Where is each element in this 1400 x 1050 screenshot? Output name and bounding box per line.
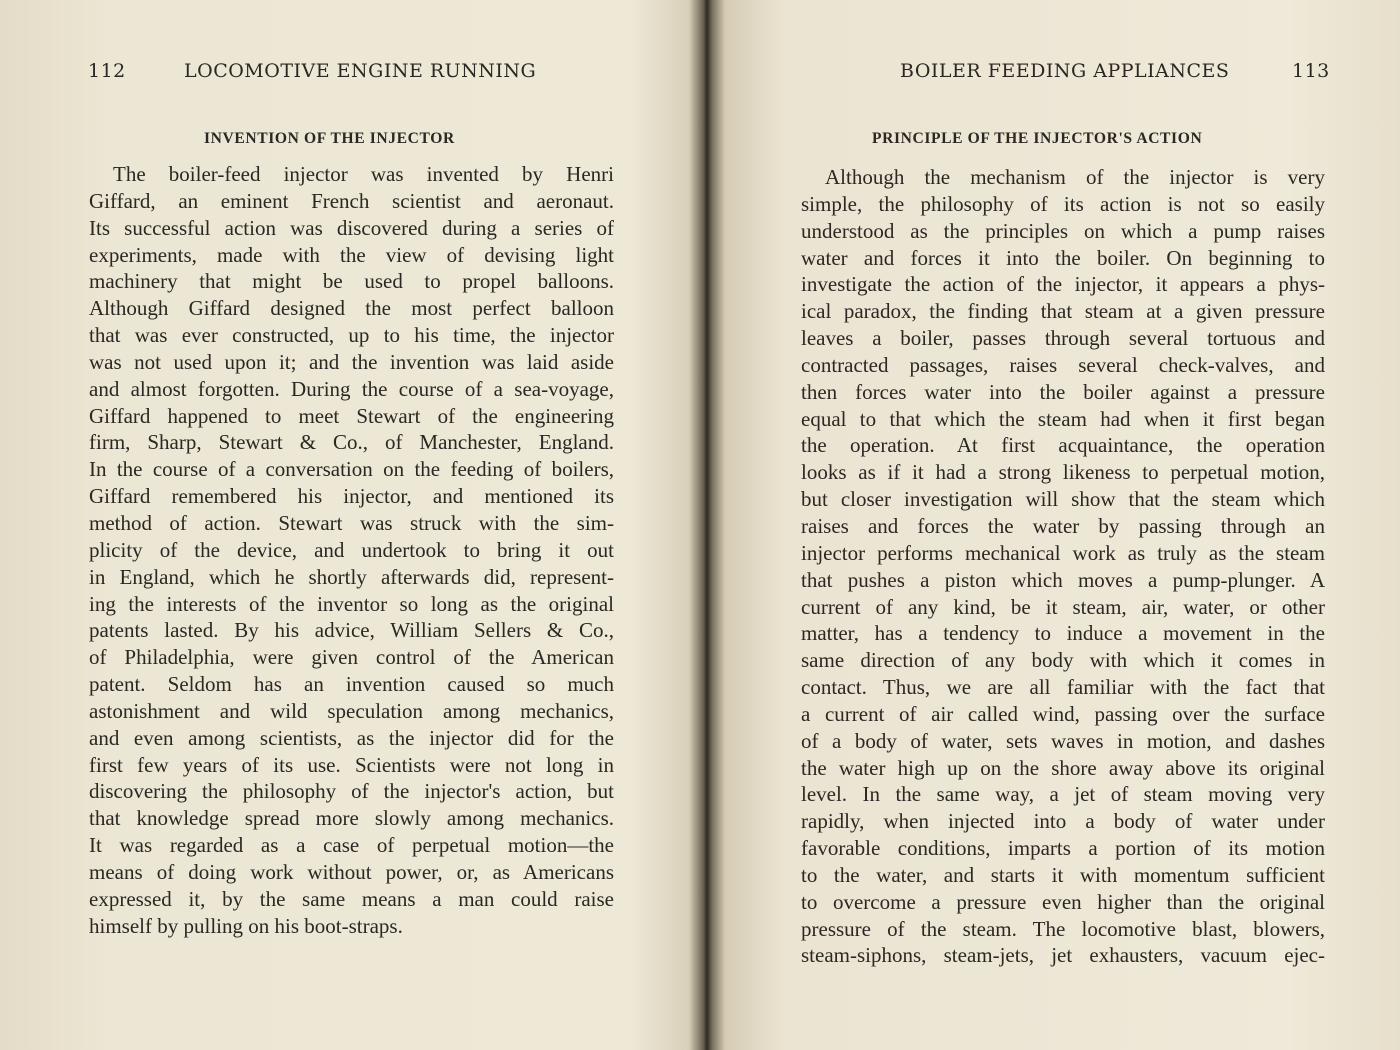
text-line: Although the mechanism of the injector is very (825, 165, 1325, 189)
body-text (801, 164, 1325, 969)
text-line: of Philadelphia, were given control of the American (89, 645, 614, 670)
left-page (0, 0, 690, 1050)
text-line: same direction of any body with which it comes in (801, 648, 1325, 673)
running-title: BOILER FEEDING APPLIANCES (900, 60, 1230, 82)
text-line: Although Giffard designed the most perfect balloon (89, 296, 614, 321)
text-line: level. In the same way, a jet of steam moving very (801, 782, 1325, 807)
text-line: looks as if it had a strong likeness to perpetual motion, (801, 460, 1325, 485)
section-title: PRINCIPLE OF THE INJECTOR'S ACTION (872, 130, 1203, 147)
text-line: plicity of the device, and undertook to bring it out (89, 537, 614, 562)
page-number: 113 (1292, 60, 1330, 82)
text-line: and even among scientists, as the injector did for the (89, 725, 614, 750)
text-line: expressed it, by the same means a man could raise (89, 886, 614, 911)
text-line: equal to that which the steam had when it first began (801, 406, 1325, 431)
text-line: water and forces it into the boiler. On beginning to (801, 245, 1325, 270)
body-text (89, 161, 614, 939)
text-line: to overcome a pressure even higher than the original (801, 889, 1325, 914)
text-line: Giffard remembered his injector, and mentioned its (89, 484, 614, 509)
page-number: 112 (88, 60, 126, 82)
text-line: The boiler-feed injector was invented by Henri (113, 162, 614, 186)
text-line: leaves a boiler, passes through several tortuous and (801, 326, 1325, 351)
text-line: contact. Thus, we are all familiar with the fact that (801, 675, 1325, 700)
text-line: It was regarded as a case of perpetual motion—the (89, 833, 614, 858)
text-line: and almost forgotten. During the course of a sea-voyage, (89, 376, 614, 401)
text-line: discovering the philosophy of the injector's action, but (89, 779, 614, 804)
text-line: experiments, made with the view of devising light (89, 242, 614, 267)
text-line: the water high up on the shore away above its original (801, 755, 1325, 780)
running-title: LOCOMOTIVE ENGINE RUNNING (184, 60, 537, 82)
text-line: firm, Sharp, Stewart & Co., of Manchester, England. (89, 430, 614, 455)
text-line: current of any kind, be it steam, air, water, or other (801, 594, 1325, 619)
text-line: Its successful action was discovered during a series of (89, 215, 614, 240)
text-line: but closer investigation will show that the steam which (801, 487, 1325, 512)
text-line: that was ever constructed, up to his time, the injector (89, 323, 614, 348)
text-line: ing the interests of the inventor so long as the original (89, 591, 614, 616)
text-line: Giffard happened to meet Stewart of the engineering (89, 403, 614, 428)
section-title: INVENTION OF THE INJECTOR (204, 130, 455, 147)
text-line: that pushes a piston which moves a pump-plunger. A (801, 567, 1325, 592)
text-line: astonishment and wild speculation among mechanics, (89, 698, 614, 723)
text-line: Giffard, an eminent French scientist and aeronaut. (89, 188, 614, 213)
text-line: simple, the philosophy of its action is not so easily (801, 191, 1325, 216)
right-page (710, 0, 1400, 1050)
text-line: machinery that might be used to propel balloons. (89, 269, 614, 294)
text-line: favorable conditions, imparts a portion of its motion (801, 836, 1325, 861)
text-line: means of doing work without power, or, as Americans (89, 859, 614, 884)
text-line: was not used upon it; and the invention was laid aside (89, 349, 614, 374)
text-line: injector performs mechanical work as truly as the steam (801, 540, 1325, 565)
text-line: a current of air called wind, passing over the surface (801, 701, 1325, 726)
text-line: patents lasted. By his advice, William Sellers & Co., (89, 618, 614, 643)
text-line: matter, has a tendency to induce a movement in the (801, 621, 1325, 646)
text-line: of a body of water, sets waves in motion, and dashes (801, 728, 1325, 753)
text-line: to the water, and starts it with momentum sufficient (801, 862, 1325, 887)
text-line: himself by pulling on his boot-straps. (89, 913, 403, 938)
text-line: ical paradox, the finding that steam at a given pressure (801, 299, 1325, 324)
text-line: patent. Seldom has an invention caused so much (89, 672, 614, 697)
text-line: first few years of its use. Scientists were not long in (89, 752, 614, 777)
text-line: pressure of the steam. The locomotive blast, blowers, (801, 916, 1325, 941)
text-line: rapidly, when injected into a body of water under (801, 809, 1325, 834)
text-line: method of action. Stewart was struck with the sim- (89, 510, 614, 535)
text-line: that knowledge spread more slowly among mechanics. (89, 806, 614, 831)
text-line: investigate the action of the injector, it appears a phys- (801, 272, 1325, 297)
text-line: In the course of a conversation on the feeding of boilers, (89, 457, 614, 482)
text-line: in England, which he shortly afterwards did, represent- (89, 564, 614, 589)
text-line: raises and forces the water by passing through an (801, 513, 1325, 538)
text-line: steam-siphons, steam-jets, jet exhausters, vacuum ejec- (801, 943, 1325, 968)
text-line: understood as the principles on which a pump raises (801, 218, 1325, 243)
text-line: the operation. At first acquaintance, the operation (801, 433, 1325, 458)
text-line: contracted passages, raises several check-valves, and (801, 352, 1325, 377)
text-line: then forces water into the boiler against a pressure (801, 379, 1325, 404)
